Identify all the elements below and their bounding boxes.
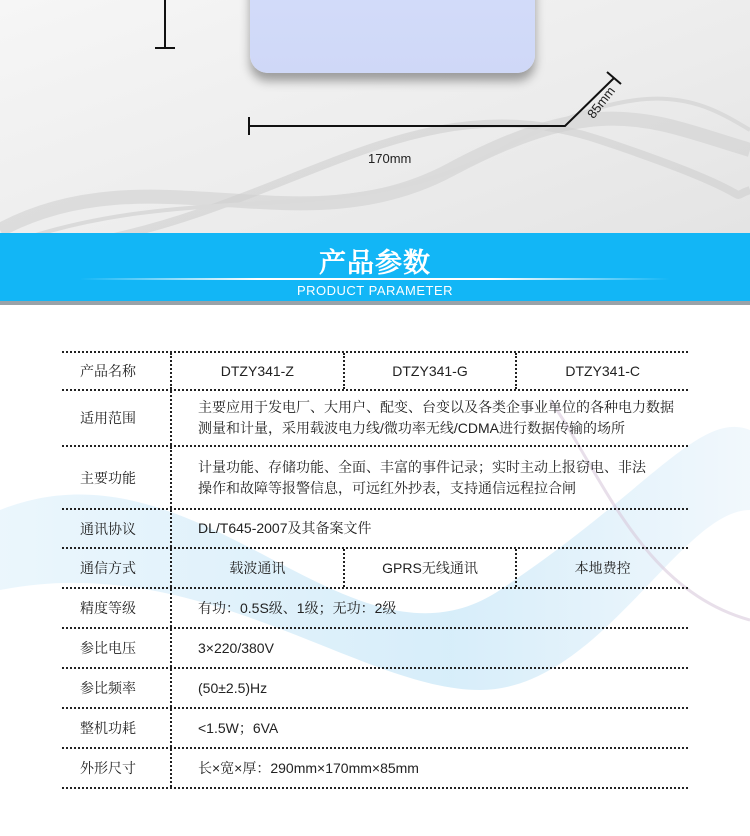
meter-device-image (250, 0, 535, 73)
comm-cell: 载波通讯 (229, 560, 286, 576)
section-title: 产品参数 (319, 248, 431, 278)
table-row-frequency (62, 669, 688, 709)
table-row-functions (62, 447, 688, 510)
row-label: 外形尺寸 (62, 749, 172, 787)
row-value: 3×220/380V (198, 639, 274, 656)
model-cell: DTZY341-G (343, 353, 516, 389)
table-row-protocol (62, 510, 688, 549)
row-value: 计量功能、存储功能、全面、丰富的事件记录；实时主动上报窃电、非法操作和故障等报警信息，可远红外抄表，支持通信远程拉合闸 (198, 458, 646, 496)
width-label: 170mm (368, 151, 412, 166)
row-value: 主要应用于发电厂、大用户、配变、台变以及各类企事业单位的各种电力数据测量和计量，采用载波电力线/微功率无线/CDMA进行数据传输的场所 (198, 399, 674, 436)
product-image-area (0, 0, 750, 233)
section-subtitle: PRODUCT PARAMETER (296, 283, 454, 298)
row-value: DL/T645-2007及其备案文件 (198, 520, 372, 536)
comm-cell: GPRS无线通讯 (343, 549, 516, 587)
row-label: 通讯协议 (62, 510, 172, 547)
row-value: (50±2.5)Hz (198, 679, 268, 696)
table-row-comm (62, 549, 688, 589)
table-row-scope (62, 391, 688, 447)
row-label: 产品名称 (62, 353, 172, 389)
table-row-accuracy (62, 589, 688, 629)
row-label: 参比频率 (62, 669, 172, 707)
row-label: 主要功能 (62, 447, 172, 508)
table-row-size (62, 749, 688, 789)
row-label: 整机功耗 (62, 709, 172, 747)
comm-cell: 本地费控 (515, 549, 688, 587)
row-label: 精度等级 (62, 589, 172, 627)
model-cell: DTZY341-C (515, 353, 688, 389)
row-label: 适用范围 (62, 391, 172, 445)
divider (80, 278, 670, 280)
model-cell: DTZY341-Z (220, 363, 294, 379)
table-row-name (62, 353, 688, 391)
parameter-table (62, 351, 688, 789)
table-row-power (62, 709, 688, 749)
row-value: 有功：0.5S级、1级；无功：2级 (198, 599, 397, 616)
row-value: 长×宽×厚：290mm×170mm×85mm (198, 759, 419, 776)
row-label: 通信方式 (62, 549, 172, 587)
row-value: <1.5W；6VA (198, 719, 279, 736)
table-row-voltage (62, 629, 688, 669)
depth-label: 85mm (584, 83, 619, 122)
row-label: 参比电压 (62, 629, 172, 667)
section-banner (0, 233, 750, 305)
